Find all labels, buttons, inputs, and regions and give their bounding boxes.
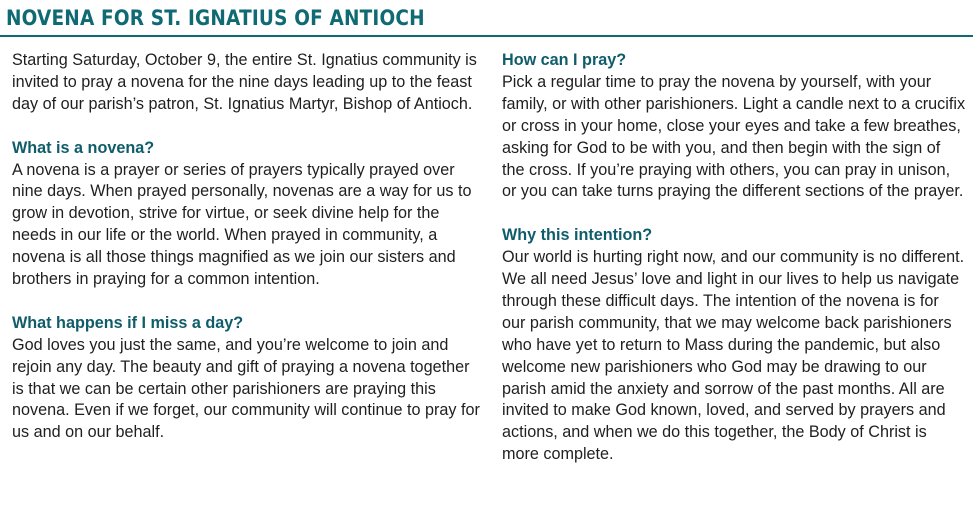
section-body: Pick a regular time to pray the novena by yourself, with your family, or with other parishioners. Light a candle next to a crucifix or cross in your home, close your eyes and take a few breathes, asking for God to be with you, and then begin with the sign of the cross. If you’re praying with others, you can pray in unison, or you can take turns praying the different sections of the prayer. [502, 72, 966, 201]
title-divider [0, 35, 973, 37]
section-body: A novena is a prayer or series of prayers typically prayed over nine days. When prayed personally, novenas are a way for us to grow in devotion, strive for virtue, or seek divine help for the needs in our life or the world. When prayed in community, a novena is all those things magnified as we join our sisters and brothers in praying for a common intention. [12, 160, 472, 289]
section-heading: What happens if I miss a day? [12, 313, 244, 332]
why-this-intention-section [502, 225, 966, 466]
right-column [502, 50, 966, 488]
what-is-novena-section [12, 138, 484, 291]
how-to-pray-section [502, 50, 966, 203]
section-body: God loves you just the same, and you’re welcome to join and rejoin any day. The beauty and gift of praying a novena together is that we can be certain other parishioners are praying this novena. Even if we forget, our community will continue to pray for us and on our behalf. [12, 335, 480, 442]
page-title: NOVENA FOR ST. IGNATIUS OF ANTIOCH [6, 6, 425, 30]
section-heading: How can I pray? [502, 51, 627, 69]
left-column [12, 50, 484, 466]
section-body: Our world is hurting right now, and our community is no different. We all need Jesus’ love and light in our lives to help us navigate through these difficult days. The intention of the novena is for our parish community, that we may welcome back parishioners who have yet to return to Mass during the pandemic, but also welcome new parishioners who God may be drawing to our parish amid the anxiety and sorrow of the past months. All are invited to make God known, loved, and served by prayers and actions, and when we do this together, the Body of Christ is more complete. [502, 248, 965, 464]
section-heading: What is a novena? [12, 138, 155, 157]
intro-section [12, 50, 484, 116]
intro-paragraph: Starting Saturday, October 9, the entire St. Ignatius community is invited to pray a novena for the nine days leading up to the feast day of our parish’s patron, St. Ignatius Martyr, Bishop of Antioch. [12, 51, 477, 113]
section-heading: Why this intention? [502, 226, 653, 245]
miss-a-day-section [12, 313, 484, 444]
